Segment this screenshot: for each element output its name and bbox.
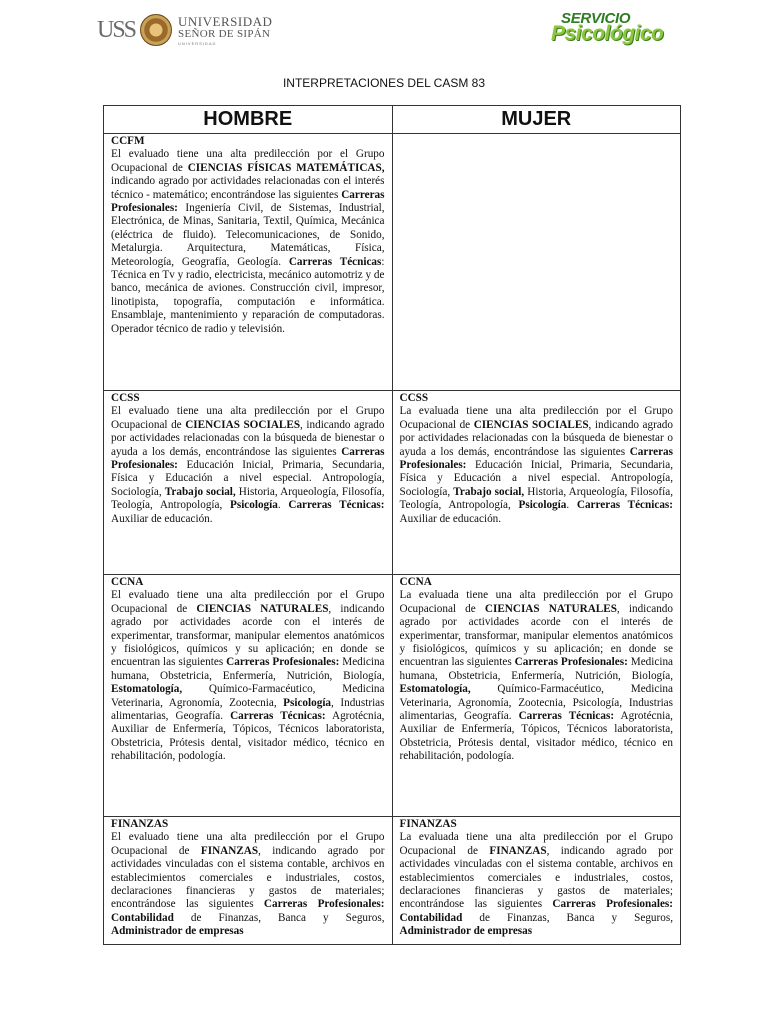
text-segment: Auxiliar de educación. [111, 512, 213, 525]
bold-text-segment: Trabajo social, [453, 485, 525, 498]
uss-logo-mark: USS [97, 17, 136, 43]
text-segment: La evaluada tiene una alta predilección por el Grupo Ocupacional de [399, 405, 673, 431]
bold-text-segment: Carreras Técnicas: [576, 499, 673, 512]
text-segment: El evaluado tiene una alta predilección por el Grupo Ocupacional de [111, 405, 385, 431]
bold-text-segment: FINANZAS [200, 844, 259, 857]
mujer-cell [392, 575, 681, 817]
university-logo [97, 14, 272, 46]
bold-text-segment: Carreras Profesionales: [399, 445, 673, 472]
text-segment: Educación Inicial, Primaria, Secundaria, Física y Educación a nivel especial. Antropología, Sociología, [399, 459, 673, 498]
bold-text-segment: CIENCIAS SOCIALES [185, 418, 301, 431]
interpretation-code: CCFM [111, 135, 145, 147]
text-segment: . [277, 499, 289, 512]
bold-text-segment: Carreras Profesionales: [111, 445, 385, 472]
text-segment: , indicando agrado por actividades relacionadas con la búsqueda de bienestar o ayuda a los demás, encontrándose las siguientes [399, 418, 673, 458]
bold-text-segment: Psicología [230, 499, 278, 512]
bold-text-segment: CIENCIAS NATURALES [484, 602, 617, 615]
bold-text-segment: CIENCIAS SOCIALES [473, 418, 589, 431]
bold-text-segment: Carreras Técnicas: [518, 710, 615, 723]
text-segment: Medicina humana, Obstetricia, Enfermería, Nutrición, Biología, [399, 656, 674, 682]
bold-text-segment: Estomatología, [399, 683, 471, 696]
bold-text-segment: Carreras Técnicas: [288, 499, 385, 512]
mujer-cell [392, 134, 681, 391]
table-row [104, 391, 681, 575]
text-segment: . [566, 499, 577, 512]
bold-text-segment: Carreras Profesionales: [111, 188, 385, 215]
page-header [0, 0, 768, 60]
text-segment: indicando agrado por actividades relacionadas con el interés técnico - matemático; encontrándose las siguientes [111, 175, 385, 201]
university-seal-icon [140, 14, 172, 46]
bold-text-segment: Carreras Profesionales: Contabilidad [111, 898, 385, 924]
text-segment: , indicando agrado por actividades vinculadas con el sistema contable, archivos en establecimientos comerciales e industriales, costos, declaraciones financieras y gastos de materiales; encontrándose las siguientes [111, 844, 385, 911]
text-segment: Auxiliar de educación. [399, 512, 502, 525]
hombre-cell [104, 575, 393, 817]
servicio-psicologico-logo [549, 10, 677, 50]
text-segment: , indicando agrado por actividades acorde con el interés de experimentar, transformar, manipular elementos anatómicos y fisiológicos, químicos y su aplicación; en donde se encuentran las siguientes [399, 602, 673, 669]
bold-text-segment: Estomatología, [111, 683, 183, 696]
column-header-mujer: MUJER [392, 106, 681, 134]
text-segment: El evaluado tiene una alta predilección por el Grupo Ocupacional de [111, 148, 385, 174]
text-segment: , Industrias alimentarias, Geografía. [111, 696, 385, 723]
text-segment: de Finanzas, Banca y Seguros, [173, 911, 385, 924]
servicio-logo-text: SERVICIO [561, 10, 631, 27]
bold-text-segment: CIENCIAS NATURALES [196, 602, 329, 615]
table-row [104, 134, 681, 391]
document-title: INTERPRETACIONES DEL CASM 83 [282, 76, 486, 90]
text-segment: Agrotécnia, Auxiliar de Enfermería, Tópicos, Técnicos laboratorista, Obstetricia, Prótesis dental, visitador médico, técnico en rehabilitación, podología. [111, 710, 385, 763]
bold-text-segment: CIENCIAS FÍSICAS MATEMÁTICAS, [187, 161, 385, 174]
text-segment: El evaluado tiene una alta predilección por el Grupo Ocupacional de [111, 589, 385, 615]
text-segment: Educación Inicial, Primaria, Secundaria, Física y Educación a nivel especial. Antropología, Sociología, [111, 459, 385, 498]
bold-text-segment: FINANZAS [489, 844, 547, 857]
table-row [104, 817, 681, 945]
bold-text-segment: Administrador de empresas [111, 925, 244, 938]
interpretation-code: CCSS [399, 392, 429, 404]
text-segment: Químico-Farmacéutico, Medicina Veterinaria, Agronomía, Zootecnia, [111, 683, 385, 709]
table-header-row [104, 106, 681, 134]
text-segment: Ingeniería Civil, de Sistemas, Industrial, Electrónica, de Minas, Sanitaria, Textil, Química, Mecánica (eléctrica de fluido). Telecomunicaciones, de Sonido, Metalurgia. Arquitectura, Matemáticas, Física, Meteorología, Geografía, Geología. [111, 202, 385, 268]
university-subname: SEÑOR DE SIPÁN [178, 27, 271, 40]
bold-text-segment: Carreras Profesionales: [514, 656, 628, 669]
casm-interpretation-table [103, 105, 681, 945]
interpretation-code: FINANZAS [111, 818, 169, 830]
text-segment: Agrotécnia, Auxiliar de Enfermería, Tópicos, Técnicos laboratorista, Obstetricia, Prótesis dental, visitador médico, técnico en rehabilitación, podología. [399, 710, 673, 763]
bold-text-segment: Psicología [518, 499, 567, 512]
bold-text-segment: Administrador de empresas [399, 925, 533, 938]
text-segment: de Finanzas, Banca y Seguros, [462, 911, 673, 924]
hombre-cell [104, 391, 393, 575]
column-header-hombre: HOMBRE [104, 106, 393, 134]
interpretation-code: CCNA [111, 576, 144, 588]
text-segment: Historia, Arqueología, Filosofía, Teología, Antropología, [111, 485, 385, 512]
bold-text-segment: Trabajo social, [164, 485, 236, 498]
university-name: UNIVERSIDAD [178, 13, 273, 29]
table-row [104, 575, 681, 817]
bold-text-segment: Carreras Técnicas [288, 255, 382, 268]
text-segment: , indicando agrado por actividades acorde con el interés de experimentar, transformar, manipular elementos anatómicos y fisiológicos, químicos y su aplicación; en donde se encuentran las siguientes [111, 602, 385, 669]
hombre-cell [104, 134, 393, 391]
text-segment: Químico-Farmacéutico, Medicina Veterinaria, Agronomía, Zootecnia, Psicología, Industrias alimentarias, Geografía. [399, 683, 673, 723]
bold-text-segment: Carreras Técnicas: [230, 710, 326, 723]
university-tagline: UNIVERSIDAD [178, 40, 217, 46]
text-segment: La evaluada tiene una alta predilección por el Grupo Ocupacional de [399, 589, 673, 615]
text-segment: La evaluada tiene una alta predilección por el Grupo Ocupacional de [399, 831, 673, 857]
university-wordmark [178, 15, 272, 46]
bold-text-segment: Carreras Profesionales: Contabilidad [399, 898, 673, 924]
text-segment: El evaluado tiene una alta predilección por el Grupo Ocupacional de [111, 831, 385, 857]
text-segment: , indicando agrado por actividades relacionadas con la búsqueda de bienestar o ayuda a los demás, encontrándose las siguientes [111, 418, 385, 458]
mujer-cell [392, 817, 681, 945]
text-segment: Historia, Arqueología, Filosofía, Teología, Antropología, [399, 485, 673, 512]
interpretation-code: FINANZAS [399, 818, 457, 830]
bold-text-segment: Carreras Profesionales: [226, 656, 340, 669]
text-segment: Medicina humana, Obstetricia, Enfermería, Nutrición, Biología, [111, 656, 385, 682]
psicologico-logo-text: Psicológico [551, 22, 664, 45]
interpretation-code: CCNA [399, 576, 432, 588]
mujer-cell [392, 391, 681, 575]
hombre-cell [104, 817, 393, 945]
interpretation-code: CCSS [111, 392, 140, 404]
text-segment: , indicando agrado por actividades vinculadas con el sistema contable, archivos en establecimientos comerciales e industriales, costos, declaraciones financieras y gastos de materiales; encontrándose las siguientes [399, 844, 674, 911]
text-segment: : Técnica en Tv y radio, electricista, mecánico automotriz y de banco, mecánica de aviones. Construcción civil, impresor, linotipista, topografía, computación e informática. Ensamblaje, mantenimiento y reparación de computadoras. Operador técnico de radio y televisión. [111, 255, 385, 335]
bold-text-segment: Psicología [283, 696, 332, 709]
